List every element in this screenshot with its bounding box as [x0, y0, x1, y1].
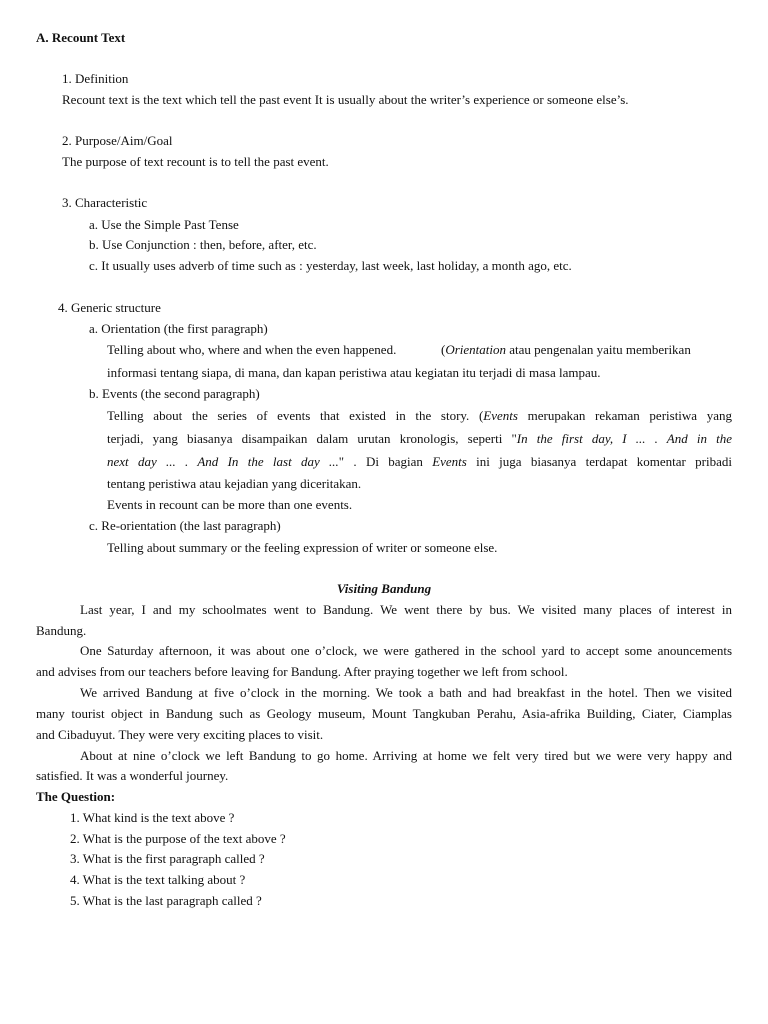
- reorientation-title: c. Re-orientation (the last paragraph): [89, 518, 281, 533]
- events-line-2: terjadi, yang biasanya disampaikan dalam urutan kronologis, seperti "In the first day, I ... . And in the: [107, 431, 732, 446]
- purpose-text: The purpose of text recount is to tell the past event.: [62, 154, 329, 169]
- definition-text: Recount text is the text which tell the past event It is usually about the writer’s experience or someone else’s.: [62, 92, 629, 107]
- events-line-3: next day ... . And In the last day ..." . Di bagian Events ini juga biasanya terdapat komentar pribadi: [107, 454, 732, 469]
- story-p3-line-2: many tourist object in Bandung such as Geology museum, Mount Tangkuban Perahu, Asia-afrika Building, Ciater, Ciamplas: [36, 706, 732, 721]
- orientation-title: a. Orientation (the first paragraph): [89, 321, 268, 336]
- section-title: A. Recount Text: [36, 30, 126, 45]
- question-item-3: 3. What is the first paragraph called ?: [70, 851, 265, 866]
- story-title: Visiting Bandung: [336, 581, 432, 596]
- events-title: b. Events (the second paragraph): [89, 386, 260, 401]
- question-item-1: 1. What kind is the text above ?: [70, 810, 235, 825]
- story-p3-line-3: and Cibaduyut. They were very exciting places to visit.: [36, 727, 324, 742]
- story-p1-line-2: Bandung.: [36, 623, 87, 638]
- story-p1-line-1: Last year, I and my schoolmates went to Bandung. We went there by bus. We visited many places of interest in: [80, 602, 732, 617]
- story-p4-line-2: satisfied. It was a wonderful journey.: [36, 768, 229, 783]
- characteristic-item-b: b. Use Conjunction : then, before, after, etc.: [89, 237, 317, 252]
- orientation-line-1-end: (Orientation atau pengenalan yaitu memberikan: [441, 342, 691, 357]
- question-item-4: 4. What is the text talking about ?: [70, 872, 246, 887]
- characteristic-item-a: a. Use the Simple Past Tense: [89, 217, 239, 232]
- definition-heading: 1. Definition: [62, 71, 129, 86]
- orientation-line-1-start: Telling about who, where and when the even happened.: [107, 342, 397, 357]
- question-item-2: 2. What is the purpose of the text above ?: [70, 831, 286, 846]
- story-p2-line-2: and advises from our teachers before leaving for Bandung. After praying together we left from school.: [36, 664, 568, 679]
- story-p4-line-1: About at nine o’clock we left Bandung to go home. Arriving at home we felt very tired but we were very happy and: [80, 748, 732, 763]
- questions-heading: The Question:: [36, 789, 116, 804]
- story-p2-line-1: One Saturday afternoon, it was about one o’clock, we were gathered in the school yard to accept some anouncements: [80, 643, 732, 658]
- reorientation-line-1: Telling about summary or the feeling expression of writer or someone else.: [107, 540, 498, 555]
- orientation-line-2: informasi tentang siapa, di mana, dan kapan peristiwa atau kegiatan itu terjadi di masa lampau.: [107, 365, 601, 380]
- question-item-5: 5. What is the last paragraph called ?: [70, 893, 262, 908]
- story-p3-line-1: We arrived Bandung at five o’clock in the morning. We took a bath and had breakfast in the hotel. Then we visited: [80, 685, 732, 700]
- events-line-5: Events in recount can be more than one events.: [107, 497, 353, 512]
- events-line-4: tentang peristiwa atau kejadian yang diceritakan.: [107, 476, 362, 491]
- purpose-heading: 2. Purpose/Aim/Goal: [62, 133, 173, 148]
- characteristic-heading: 3. Characteristic: [62, 195, 148, 210]
- events-line-1: Telling about the series of events that existed in the story. (Events merupakan rekaman peristiwa yang: [107, 408, 732, 423]
- characteristic-item-c: c. It usually uses adverb of time such as : yesterday, last week, last holiday, a month ago, etc.: [89, 258, 572, 273]
- generic-structure-heading: 4. Generic structure: [58, 300, 161, 315]
